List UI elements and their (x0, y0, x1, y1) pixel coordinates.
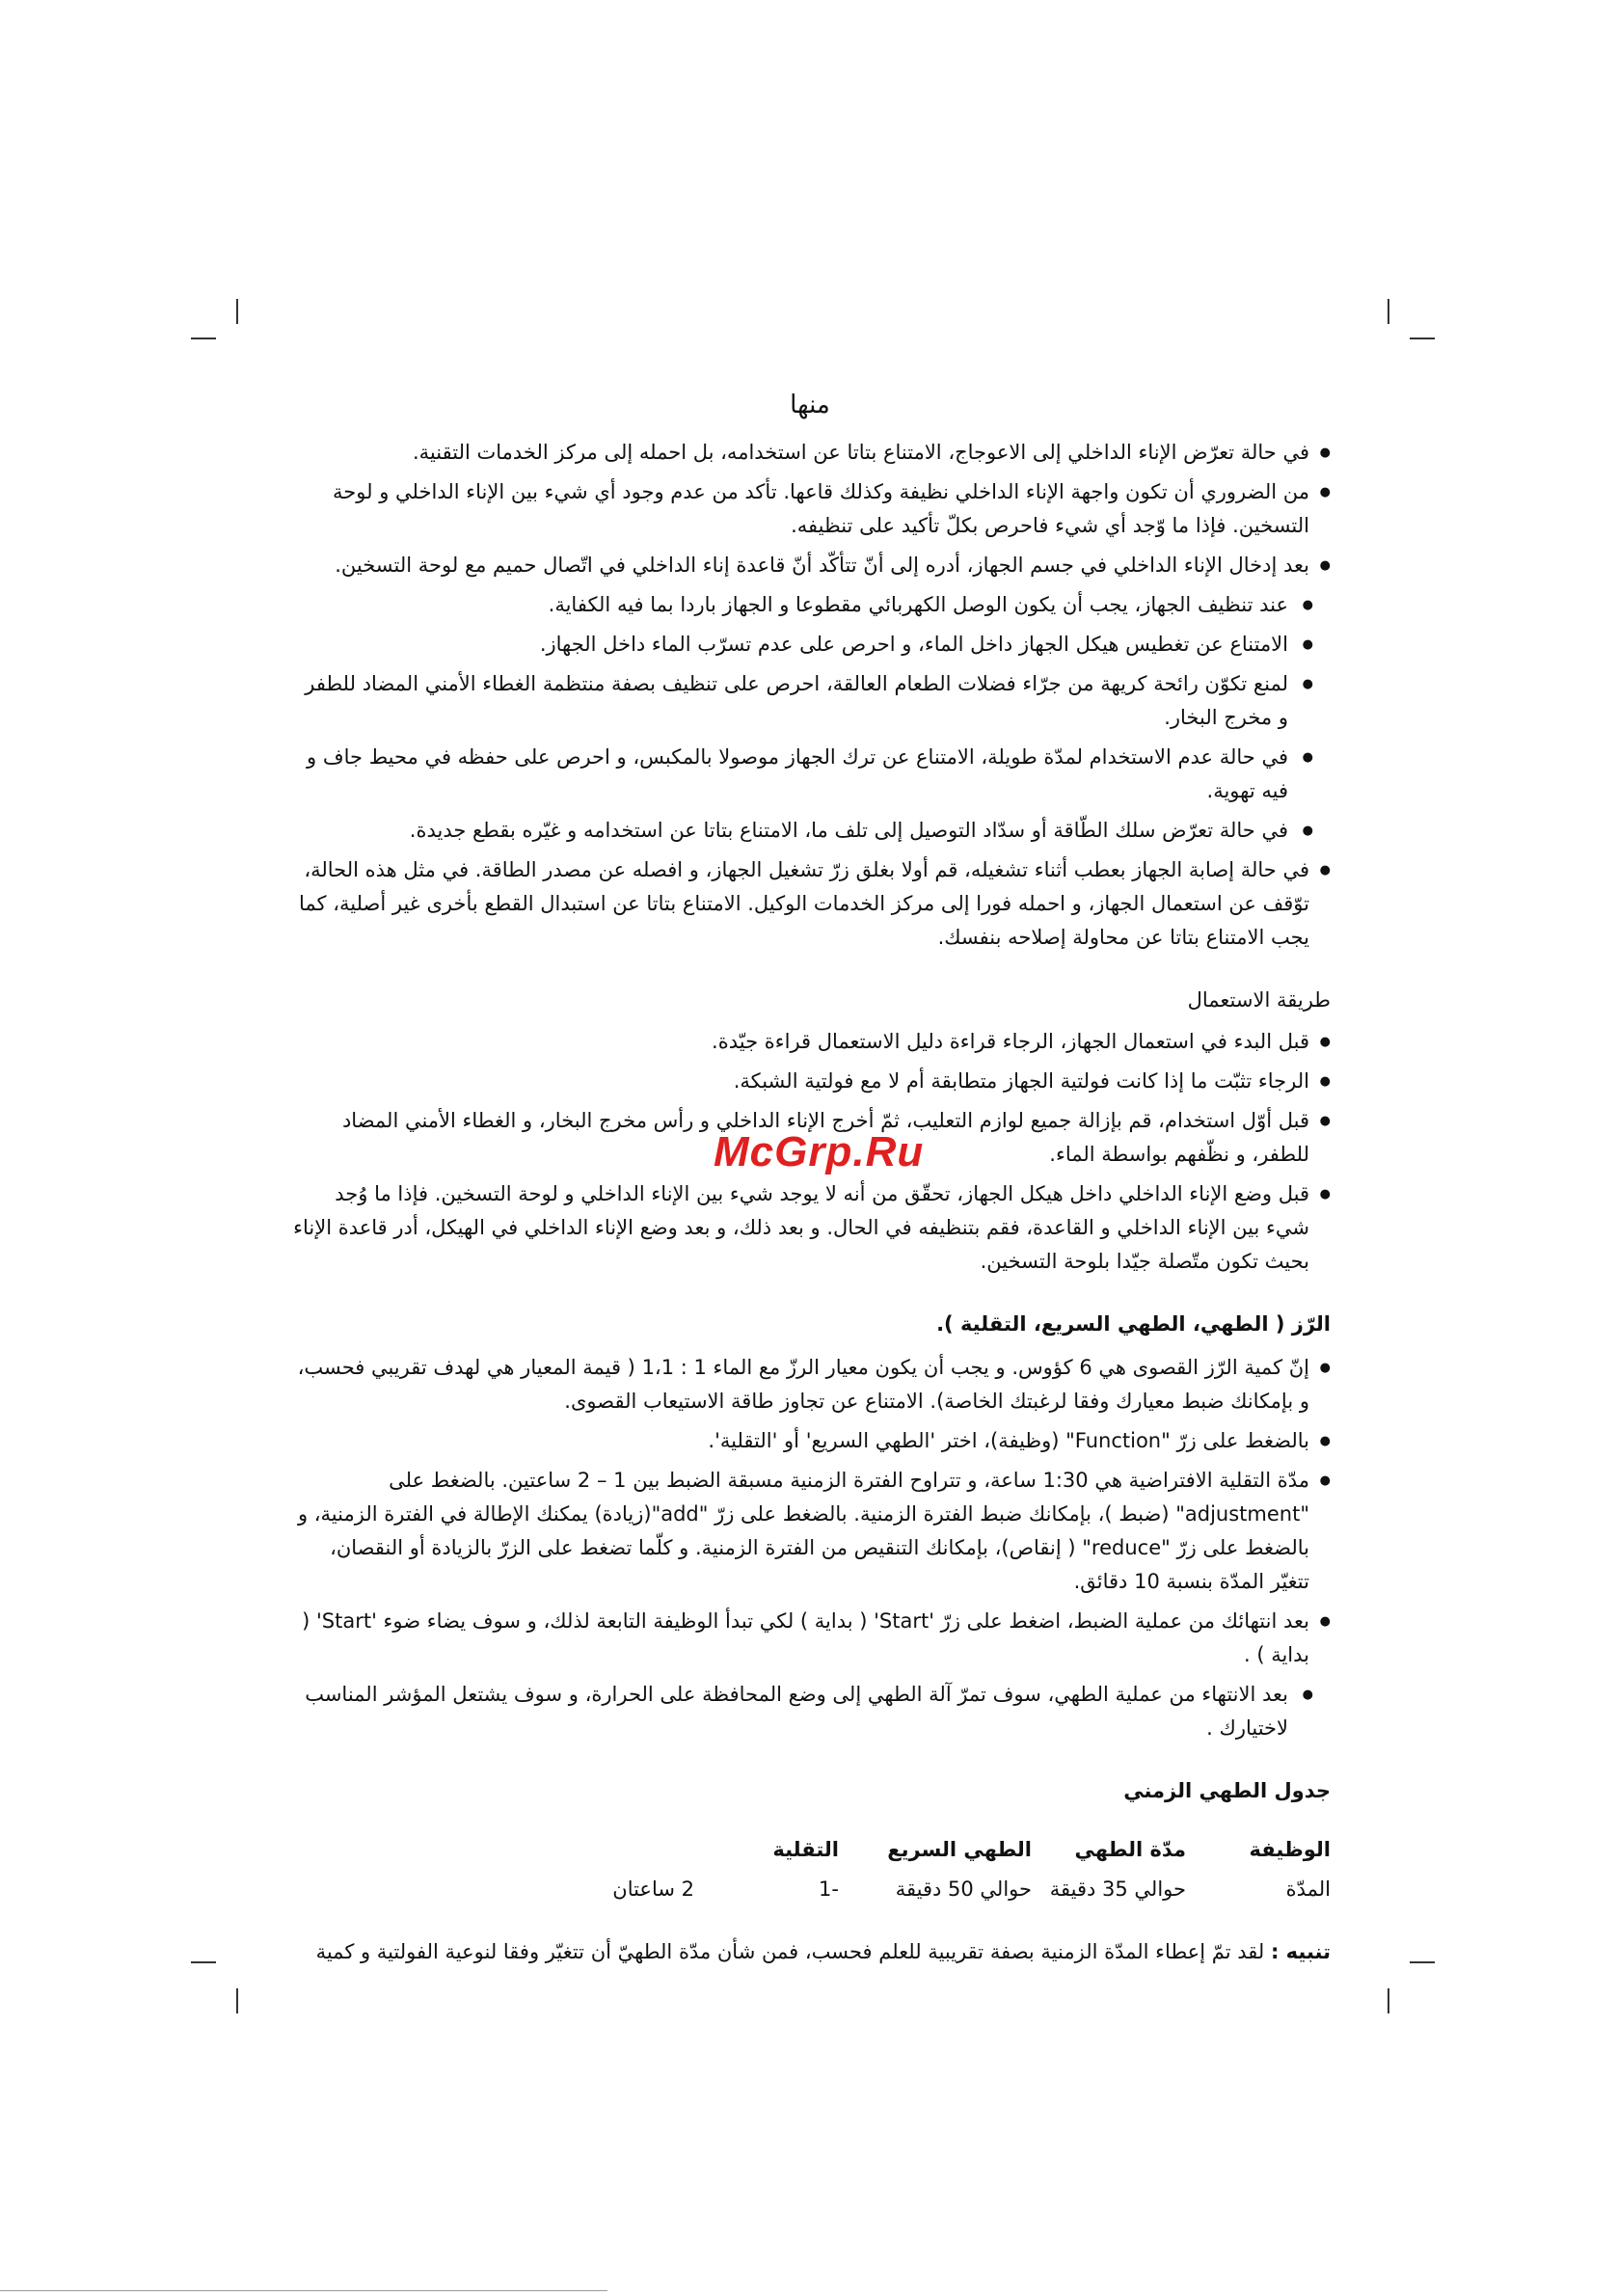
list-item: ● لمنع تكوّن رائحة كريهة من جرّاء فضلات الطعام العالقة، احرص على تنظيف بصفة منتظمة الغطاء الأمني المضاد للطفر و مخرج البخار. (289, 667, 1331, 735)
list-item: ● في حالة تعرّض سلك الطّاقة أو سدّاد التوصيل إلى تلف ما، الامتناع بتاتا عن استخدامه و غيّره بقطع جديدة. (289, 814, 1331, 848)
table-cell: -1 (819, 1877, 839, 1901)
list-item: ● بعد الانتهاء من عملية الطهي، سوف تمرّ آلة الطهي إلى وضع المحافظة على الحرارة، و سوف يشتعل المؤشر المناسب لاختيارك . (289, 1678, 1331, 1745)
list-item: ● بالضغط على زرّ "Function" (وظيفة)، اختر 'الطهي السريع' أو 'التقلية'. (289, 1424, 1331, 1458)
crop-mark (1410, 1961, 1435, 1963)
page-heading: منها (790, 391, 830, 419)
table-cell: حوالي 35 دقيقة (1049, 1877, 1186, 1901)
table-header: الوظيفة (1249, 1838, 1331, 1861)
care-list (289, 436, 1331, 955)
table-header: مدّة الطهي (1074, 1838, 1186, 1861)
crop-mark (191, 338, 216, 339)
list-item: ● قبل البدء في استعمال الجهاز، الرجاء قراءة دليل الاستعمال قراءة جيّدة. (289, 1025, 1331, 1059)
list-item: ● في حالة إصابة الجهاز بعطب أثناء تشغيله، قم أولا بغلق زرّ تشغيل الجهاز، و افصله عن مصدر الطاقة. في مثل هذه الحالة، توّقف عن استعمال الجهاز، و احمله فورا إلى مركز الخدمات الوكيل. الامتناع بتاتا عن استبدال القطع بأخرى غير أصلية، كما يجب الامتناع بتاتا عن محاولة إصلاحه بنفسك. (289, 853, 1331, 955)
usage-section-title: طريقة الاستعمال (1187, 988, 1331, 1012)
list-item: ● بعد إدخال الإناء الداخلي في جسم الجهاز، أدره إلى أنّ تتأكّد أنّ قاعدة إناء الداخلي في اتّصال حميم مع لوحة التسخين. (289, 549, 1331, 582)
table-cell: المدّة (1285, 1877, 1331, 1901)
timetable-title: جدول الطهي الزمني (1123, 1779, 1331, 1802)
note-label: تنبيه : (1270, 1940, 1331, 1963)
list-item: ● مدّة التقلية الافتراضية هي 1:30 ساعة، و تتراوح الفترة الزمنية مسبقة الضبط بين 1 – 2 ساعتين. بالضغط على "adjustment" (ضبط )، بإمكانك ضبط الفترة الزمنية. بالضغط على زرّ "add"(زيادة) يمكنك الإطالة في الفترة الزمنية، و بالضغط على زرّ "reduce" ( إنقاص)، بإمكانك التنقيص من الفترة الزمنية. و كلّما تضغط على الزرّ بالزيادة أو النقصان، تتغيّر المدّة بنسبة 10 دقائق. (289, 1464, 1331, 1599)
bottom-rule (0, 2290, 607, 2291)
list-item: ● من الضروري أن تكون واجهة الإناء الداخلي نظيفة وكذلك قاعها. تأكد من عدم وجود أي شيء بين الإناء الداخلي و لوحة التسخين. فإذا ما وّجد أي شيء فاحرص بكلّ تأكيد على تنظيفه. (289, 475, 1331, 543)
watermark: McGrp.Ru (714, 1128, 925, 1175)
rice-list (289, 1351, 1331, 1745)
crop-mark (191, 1961, 216, 1963)
usage-list (289, 1025, 1331, 1279)
list-item: ● إنّ كمية الرّز القصوى هي 6 كؤوس. و يجب أن يكون معيار الرزّ مع الماء 1 : 1،1 ( قيمة المعيار هي لهدف تقريبي فحسب، و بإمكانك ضبط معيارك وفقا لرغبتك الخاصة). الامتناع عن تجاوز طاقة الاستيعاب القصوى. (289, 1351, 1331, 1418)
note (289, 1935, 1331, 1969)
crop-mark (236, 1988, 238, 2013)
list-item: ● عند تنظيف الجهاز، يجب أن يكون الوصل الكهربائي مقطوعا و الجهاز باردا بما فيه الكفاية. (289, 588, 1331, 622)
list-item: ● قبل وضع الإناء الداخلي داخل هيكل الجهاز، تحقّق من أنه لا يوجد شيء بين الإناء الداخلي و لوحة التسخين. فإذا ما وُجد شيء بين الإناء الداخلي و القاعدة، فقم بتنظيفه في الحال. و بعد ذلك، و بعد وضع الإناء الداخلي في الهيكل، أدر قاعدة الإناء بحيث تكون متّصلة جيّدا بلوحة التسخين. (289, 1177, 1331, 1279)
rice-section-title: الرّز ( الطهي، الطهي السريع، التقلية ). (936, 1312, 1331, 1336)
note-text: لقد تمّ إعطاء المدّة الزمنية بصفة تقريبية للعلم فحسب، فمن شأن مدّة الطهيّ أن تتغيّر وفقا لنوعية الفولتية و كمية (315, 1940, 1265, 1963)
crop-mark (1388, 1988, 1389, 2013)
table-cell: 2 ساعتان (612, 1877, 694, 1901)
list-item: ● الامتناع عن تغطيس هيكل الجهاز داخل الماء، و احرص على عدم تسرّب الماء داخل الجهاز. (289, 628, 1331, 662)
list-item: ● قبل أوّل استخدام، قم بإزالة جميع لوازم التعليب، ثمّ أخرج الإناء الداخلي و رأس مخرج البخار، و الغطاء الأمني المضاد للطفر، و نظّفهم بواسطة الماء. (289, 1104, 1331, 1172)
crop-mark (236, 299, 238, 324)
table-header: التقلية (772, 1838, 839, 1861)
crop-mark (1388, 299, 1389, 324)
cooking-time-table (289, 1833, 1331, 1906)
list-item: ● في حالة تعرّض الإناء الداخلي إلى الاعوجاج، الامتناع بتاتا عن استخدامه، بل احمله إلى مركز الخدمات التقنية. (289, 436, 1331, 470)
crop-mark (1410, 338, 1435, 339)
table-header (559, 1833, 694, 1867)
list-item: ● الرجاء تثبّت ما إذا كانت فولتية الجهاز متطابقة أم لا مع فولتية الشبكة. (289, 1065, 1331, 1098)
list-item: ● في حالة عدم الاستخدام لمدّة طويلة، الامتناع عن ترك الجهاز موصولا بالمكبس، و احرص على حفظه في محيط جاف و فيه تهوية. (289, 741, 1331, 808)
table-header: الطهي السريع (887, 1838, 1032, 1861)
table-cell: حوالي 50 دقيقة (895, 1877, 1032, 1901)
page-content (289, 386, 1331, 1969)
list-item: ● بعد انتهائك من عملية الضبط، اضغط على زرّ 'Start' ( بداية ) لكي تبدأ الوظيفة التابعة لذلك، و سوف يضاء ضوء 'Start' ( بداية ) . (289, 1605, 1331, 1672)
